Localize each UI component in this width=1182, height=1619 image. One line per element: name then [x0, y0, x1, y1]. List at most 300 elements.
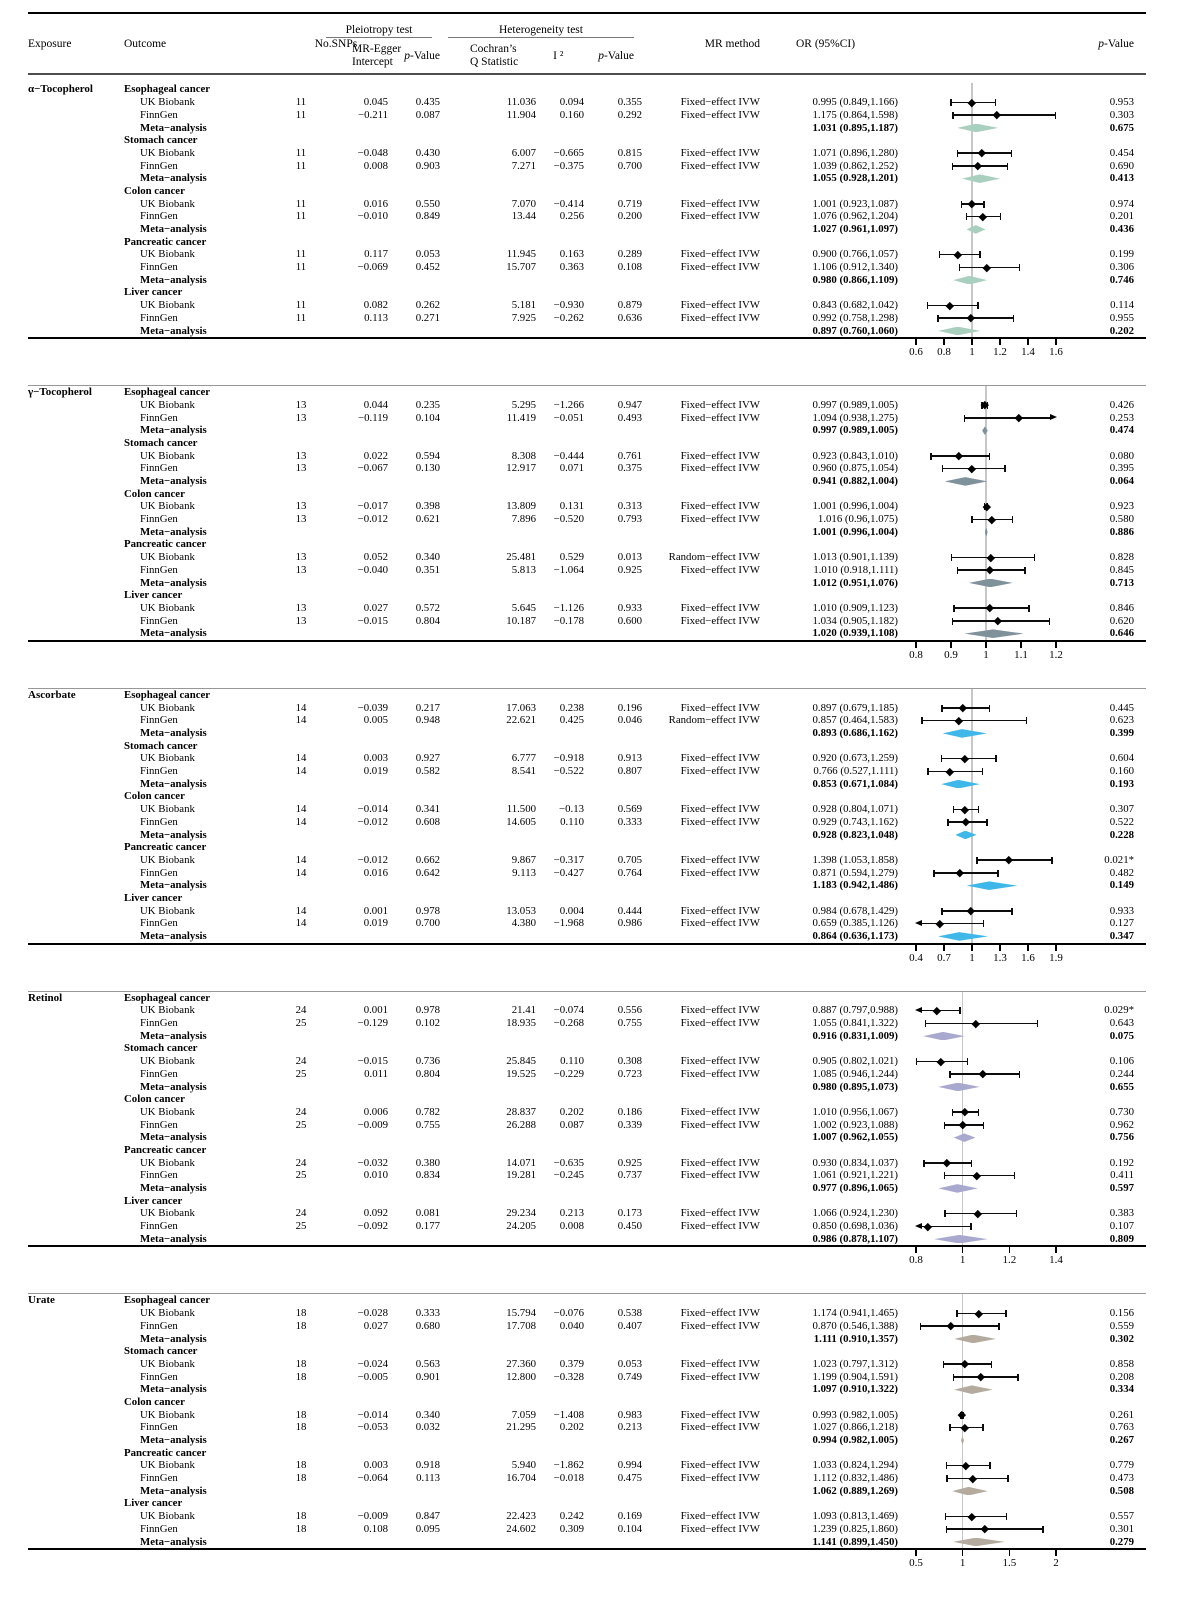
ci-cap	[982, 768, 983, 775]
ci-line	[946, 1528, 1043, 1530]
axis-tick-label: 1.1	[1014, 648, 1028, 661]
meta-diamond	[941, 780, 980, 789]
pleiotropy-p-value: 0.053	[415, 248, 440, 261]
method-spacer	[642, 1383, 762, 1396]
group-header-row	[28, 841, 1146, 854]
cohort-label: FinnGen	[140, 614, 178, 627]
exposure-spacer	[28, 1207, 124, 1220]
forest-plot-cell	[910, 96, 1076, 109]
pleiotropy-p-value: 0.435	[415, 96, 440, 109]
ci-cap	[1011, 908, 1012, 915]
mr-method-value: Fixed−effect IVW	[680, 159, 760, 172]
study-row	[28, 160, 1146, 173]
ci-cap	[1026, 717, 1027, 724]
cochran-q-value: 7.271	[511, 159, 536, 172]
egger-intercept-value: −0.129	[357, 1017, 388, 1030]
method-spacer	[642, 424, 762, 437]
ci-cap	[951, 554, 952, 561]
exposure-spacer	[28, 1157, 124, 1170]
het-p-spacer	[584, 274, 642, 287]
forest-plot-cell	[910, 816, 1076, 829]
study-row	[28, 1472, 1146, 1485]
or-ci-value: 0.871 (0.594,1.279)	[812, 866, 898, 879]
ci-cap	[941, 755, 942, 762]
snps-value: 13	[295, 601, 307, 614]
cochran-q-value: 12.800	[506, 1370, 536, 1383]
het-p-spacer	[584, 526, 642, 539]
or-ci-value: 0.870 (0.546,1.388)	[812, 1319, 898, 1332]
meta-or-ci-value: 0.980 (0.895,1.073)	[812, 1080, 898, 1093]
het-p-spacer	[584, 1383, 642, 1396]
meta-row	[28, 627, 1146, 640]
cochran-q-value: 21.41	[511, 1004, 536, 1017]
heterogeneity-p-value: 0.764	[617, 866, 642, 879]
i2-value: −0.229	[553, 1067, 584, 1080]
exposure-spacer	[28, 765, 124, 778]
mr-method-value: Fixed−effect IVW	[680, 108, 760, 121]
point-marker	[942, 1159, 950, 1167]
point-marker	[973, 1172, 981, 1180]
i2-value: −0.520	[553, 513, 584, 526]
pleiotropy-p-value: 0.087	[415, 108, 440, 121]
snps-value: 18	[295, 1421, 307, 1434]
ci-line	[920, 1325, 999, 1327]
exposure-spacer	[28, 702, 124, 715]
exposure-spacer	[28, 223, 124, 236]
egger-spacer	[318, 325, 388, 338]
study-row	[28, 816, 1146, 829]
ci-cap	[933, 870, 934, 877]
meta-p-value: 0.149	[1109, 879, 1134, 892]
meta-row	[28, 1485, 1146, 1498]
group-header-row	[28, 286, 1146, 299]
ci-cap	[947, 819, 948, 826]
forest-plot-cell	[910, 1307, 1076, 1320]
method-spacer	[642, 1182, 762, 1195]
heterogeneity-p-value: 0.569	[617, 803, 642, 816]
snps-value: 13	[295, 551, 307, 564]
pleio-p-spacer	[388, 1434, 440, 1447]
meta-row	[28, 1333, 1146, 1346]
cohort-label: UK Biobank	[140, 1055, 195, 1068]
q-spacer	[440, 1233, 536, 1246]
ci-cap	[942, 465, 943, 472]
i2-value: −0.317	[553, 853, 584, 866]
study-row	[28, 854, 1146, 867]
i2-spacer	[536, 325, 584, 338]
egger-spacer	[318, 1182, 388, 1195]
ci-cap	[952, 163, 953, 170]
cochran-q-value: 25.845	[506, 1055, 536, 1068]
ci-cap	[953, 1374, 954, 1381]
snps-value: 18	[295, 1510, 307, 1523]
pleio-p-spacer	[388, 122, 440, 135]
point-marker	[961, 818, 969, 826]
or-ci-value: 0.997 (0.989,1.005)	[812, 398, 898, 411]
exposure-label	[28, 134, 124, 147]
point-marker	[961, 806, 969, 814]
pleiotropy-p-value: 0.235	[415, 398, 440, 411]
snps-value: 11	[295, 159, 307, 172]
p-value: 0.557	[1109, 1510, 1134, 1523]
cohort-label: UK Biobank	[140, 1207, 195, 1220]
forest-plot-cell	[910, 1055, 1076, 1068]
egger-intercept-value: −0.211	[358, 108, 388, 121]
i2-value: −0.018	[553, 1472, 584, 1485]
pleiotropy-p-value: 0.271	[415, 311, 440, 324]
mr-method-value: Fixed−effect IVW	[680, 815, 760, 828]
ci-line	[926, 1023, 1038, 1025]
p-value: 0.301	[1109, 1522, 1134, 1535]
cohort-label: FinnGen	[140, 563, 178, 576]
egger-spacer	[318, 778, 388, 791]
meta-or-ci-value: 1.007 (0.962,1.055)	[812, 1131, 898, 1144]
meta-p-value: 0.064	[1109, 475, 1134, 487]
i2-value: 0.379	[559, 1357, 584, 1370]
i2-value: −0.178	[553, 614, 584, 627]
het-p-spacer	[584, 879, 642, 892]
egger-intercept-value: 0.019	[363, 765, 388, 778]
exposure-spacer	[28, 905, 124, 918]
cohort-label: UK Biobank	[140, 701, 195, 714]
heterogeneity-p-value: 0.636	[617, 311, 642, 324]
forest-plot-cell	[910, 1220, 1076, 1233]
or-ci-value: 0.930 (0.834,1.037)	[812, 1156, 898, 1169]
ci-cap	[923, 1160, 924, 1167]
exposure-spacer	[28, 727, 124, 740]
method-spacer	[642, 1131, 762, 1144]
q-spacer	[440, 1333, 536, 1346]
meta-or-ci-value: 0.997 (0.989,1.005)	[812, 424, 898, 437]
meta-p-value: 0.809	[1109, 1232, 1134, 1245]
method-spacer	[642, 627, 762, 640]
pleio-p-spacer	[388, 930, 440, 943]
pleiotropy-p-value: 0.341	[415, 803, 440, 816]
exposure-spacer	[28, 627, 124, 640]
heterogeneity-p-value: 0.104	[617, 1522, 642, 1535]
cohort-label: FinnGen	[140, 866, 178, 879]
meta-analysis-label: Meta−analysis	[140, 1484, 207, 1497]
ci-cap	[941, 908, 942, 915]
pleiotropy-p-value: 0.113	[416, 1472, 440, 1485]
exposure-label	[28, 1144, 124, 1157]
cohort-label: UK Biobank	[140, 853, 195, 866]
meta-analysis-label: Meta−analysis	[140, 273, 207, 286]
meta-p-value: 0.746	[1109, 273, 1134, 286]
ci-line	[964, 417, 1051, 419]
forest-plot-cell	[910, 424, 1076, 437]
meta-row	[28, 122, 1146, 135]
i2-spacer	[536, 778, 584, 791]
snps-value: 24	[295, 1055, 307, 1068]
point-marker	[958, 704, 966, 712]
method-spacer	[642, 274, 762, 287]
heterogeneity-p-value: 0.173	[617, 1207, 642, 1220]
method-spacer	[642, 325, 762, 338]
ci-line	[954, 1376, 1018, 1378]
snps-value: 11	[295, 146, 307, 159]
ci-cap	[946, 1462, 947, 1469]
exposure-spacer	[28, 1383, 124, 1396]
exposure-spacer	[28, 1081, 124, 1094]
forest-section-α−Tocopherol	[28, 83, 1146, 369]
exposure-spacer	[28, 1182, 124, 1195]
egger-intercept-value: 0.008	[363, 159, 388, 172]
ci-cap	[925, 1020, 926, 1027]
or-ci-value: 1.106 (0.912,1.340)	[812, 261, 898, 274]
method-spacer	[642, 1233, 762, 1246]
exposure-spacer	[28, 1536, 124, 1549]
pleiotropy-p-value: 0.398	[415, 500, 440, 513]
i2-value: −0.245	[553, 1169, 584, 1182]
axis-tick-label: 0.8	[937, 346, 951, 359]
or-ci-value: 0.920 (0.673,1.259)	[812, 752, 898, 765]
heterogeneity-p-value: 0.053	[617, 1357, 642, 1370]
exposure-spacer	[28, 412, 124, 425]
ci-cap	[997, 870, 998, 877]
exposure-spacer	[28, 1485, 124, 1498]
snps-spacer	[284, 577, 318, 590]
ci-cap	[964, 415, 965, 422]
point-marker	[968, 465, 976, 473]
method-spacer	[642, 1333, 762, 1346]
heterogeneity-p-value: 0.986	[617, 917, 642, 930]
meta-analysis-label: Meta−analysis	[140, 475, 207, 487]
point-marker	[983, 263, 991, 271]
egger-spacer	[318, 1383, 388, 1396]
forest-plot-cell	[910, 727, 1076, 740]
group-header-row	[28, 83, 1146, 96]
or-ci-value: 0.995 (0.849,1.166)	[812, 96, 898, 109]
study-row	[28, 198, 1146, 211]
or-ci-value: 1.001 (0.996,1.004)	[812, 500, 898, 513]
pleio-p-spacer	[388, 1333, 440, 1346]
pleio-p-spacer	[388, 627, 440, 640]
ci-cap	[967, 1058, 968, 1065]
egger-intercept-value: 0.022	[363, 449, 388, 462]
mr-method-value: Fixed−effect IVW	[680, 299, 760, 312]
het-p-spacer	[584, 1434, 642, 1447]
exposure-spacer	[28, 299, 124, 312]
egger-spacer	[318, 122, 388, 135]
heterogeneity-p-value: 0.169	[617, 1510, 642, 1523]
mr-method-value: Fixed−effect IVW	[680, 146, 760, 159]
exposure-label	[28, 790, 124, 803]
egger-intercept-value: 0.010	[363, 1169, 388, 1182]
or-ci-value: 1.174 (0.941,1.465)	[812, 1307, 898, 1320]
or-ci-value: 1.061 (0.921,1.221)	[812, 1169, 898, 1182]
point-marker	[959, 1121, 967, 1129]
q-spacer	[440, 274, 536, 287]
ci-cap	[945, 1513, 946, 1520]
exposure-spacer	[28, 930, 124, 943]
meta-row	[28, 727, 1146, 740]
i2-spacer	[536, 172, 584, 185]
study-row	[28, 1307, 1146, 1320]
snps-spacer	[284, 879, 318, 892]
forest-plot-cell	[910, 1131, 1076, 1144]
pleiotropy-p-value: 0.804	[415, 1067, 440, 1080]
or-ci-value: 1.071 (0.896,1.280)	[812, 146, 898, 159]
exposure-spacer	[28, 577, 124, 590]
pleio-p-spacer	[388, 879, 440, 892]
exposure-spacer	[28, 475, 124, 488]
heterogeneity-p-value: 0.807	[617, 765, 642, 778]
ci-cap	[989, 453, 990, 460]
study-row	[28, 1358, 1146, 1371]
egger-spacer	[318, 930, 388, 943]
axis-tick-label: 1.5	[1002, 1557, 1017, 1570]
meta-analysis-label: Meta−analysis	[140, 930, 207, 942]
meta-or-ci-value: 0.941 (0.882,1.004)	[812, 475, 898, 487]
meta-p-value: 0.334	[1109, 1383, 1134, 1396]
i2-spacer	[536, 829, 584, 842]
cohort-label: UK Biobank	[140, 146, 195, 159]
p-value: 0.395	[1109, 462, 1134, 475]
ci-cap	[986, 819, 987, 826]
q-spacer	[440, 1131, 536, 1144]
cochran-q-value: 16.704	[506, 1472, 536, 1485]
pleio-p-spacer	[388, 1383, 440, 1396]
forest-section-Urate	[28, 1293, 1146, 1580]
exposure-spacer	[28, 109, 124, 122]
ci-cap	[971, 516, 972, 523]
forest-plot-cell	[910, 526, 1076, 539]
pleiotropy-p-value: 0.834	[415, 1169, 440, 1182]
i2-value: 0.425	[559, 714, 584, 727]
p-value: 0.559	[1109, 1319, 1134, 1332]
p-value: 0.306	[1109, 261, 1134, 274]
heterogeneity-p-value: 0.879	[617, 299, 642, 312]
or-ci-value: 1.033 (0.824,1.294)	[812, 1459, 898, 1472]
ci-cap	[1000, 213, 1001, 220]
snps-value: 11	[295, 96, 307, 109]
forest-plot-cell	[910, 930, 1076, 943]
ci-cap	[957, 150, 958, 157]
i2-spacer	[536, 1030, 584, 1043]
exposure-spacer	[28, 172, 124, 185]
i2-value: −0.13	[559, 803, 584, 816]
ci-line	[953, 114, 1056, 116]
exposure-spacer	[28, 1333, 124, 1346]
p-value: 0.482	[1109, 866, 1134, 879]
exposure-label	[28, 1447, 124, 1460]
axis-tick	[915, 945, 917, 951]
section-rows	[28, 688, 1146, 945]
p-value: 0.643	[1109, 1017, 1134, 1030]
snps-spacer	[284, 1233, 318, 1246]
i2-value: −0.375	[553, 159, 584, 172]
exposure-label	[28, 1396, 124, 1409]
ci-cap	[989, 1462, 990, 1469]
section-rows	[28, 1293, 1146, 1550]
ci-cap	[961, 201, 962, 208]
cohort-label: UK Biobank	[140, 449, 195, 462]
axis-tick	[1055, 1247, 1057, 1253]
meta-row	[28, 1030, 1146, 1043]
p-value: 0.208	[1109, 1370, 1134, 1383]
or-ci-value: 1.398 (1.053,1.858)	[812, 853, 898, 866]
q-spacer	[440, 526, 536, 539]
pleiotropy-p-value: 0.901	[415, 1370, 440, 1383]
pleiotropy-p-value: 0.594	[415, 449, 440, 462]
exposure-label	[28, 589, 124, 602]
i2-value: −0.522	[553, 765, 584, 778]
meta-diamond	[938, 327, 980, 336]
point-marker	[968, 200, 976, 208]
exposure-spacer	[28, 210, 124, 223]
pleio-p-spacer	[388, 727, 440, 740]
p-value: 0.522	[1109, 815, 1134, 828]
meta-diamond	[954, 1385, 992, 1394]
forest-plot-cell	[910, 829, 1076, 842]
axis-tick	[1055, 1550, 1057, 1556]
meta-diamond	[967, 881, 1018, 890]
snps-value: 14	[295, 701, 307, 714]
meta-analysis-label: Meta−analysis	[140, 1232, 207, 1245]
pleio-p-spacer	[388, 1233, 440, 1246]
exposure-label	[28, 1093, 124, 1106]
forest-plot-cell	[910, 223, 1076, 236]
meta-diamond	[938, 1083, 980, 1092]
heterogeneity-p-value: 0.196	[617, 701, 642, 714]
het-p-spacer	[584, 325, 642, 338]
meta-or-ci-value: 1.012 (0.951,1.076)	[812, 576, 898, 589]
het-p-spacer	[584, 122, 642, 135]
egger-intercept-value: 0.001	[363, 1004, 388, 1017]
forest-plot-cell	[910, 462, 1076, 475]
axis-tick	[1009, 1550, 1011, 1556]
exposure-spacer	[28, 1459, 124, 1472]
cochran-q-value: 17.708	[506, 1319, 536, 1332]
cohort-label: UK Biobank	[140, 1459, 195, 1472]
forest-plot-cell	[910, 325, 1076, 338]
egger-intercept-value: 0.005	[363, 714, 388, 727]
egger-intercept-value: −0.039	[357, 701, 388, 714]
i2-value: 0.008	[559, 1220, 584, 1233]
forest-axis	[910, 642, 1076, 672]
snps-spacer	[284, 122, 318, 135]
section-rows	[28, 83, 1146, 339]
snps-value: 14	[295, 752, 307, 765]
study-row	[28, 602, 1146, 615]
forest-plot-cell	[910, 1320, 1076, 1333]
forest-plot-cell	[910, 475, 1076, 488]
het-p-spacer	[584, 930, 642, 943]
outcome-label: Pancreatic cancer	[124, 235, 207, 248]
i2-value: 0.071	[559, 462, 584, 475]
mr-method-value: Fixed−effect IVW	[680, 601, 760, 614]
egger-intercept-value: 0.044	[363, 398, 388, 411]
i2-spacer	[536, 1485, 584, 1498]
meta-analysis-label: Meta−analysis	[140, 727, 207, 739]
i2-value: −0.414	[553, 197, 584, 210]
cochran-q-value: 22.423	[506, 1510, 536, 1523]
exposure-spacer	[28, 450, 124, 463]
outcome-label: Liver cancer	[124, 589, 183, 602]
forest-plot-cell	[910, 1523, 1076, 1536]
exposure-spacer	[28, 1434, 124, 1447]
i2-spacer	[536, 1333, 584, 1346]
heterogeneity-p-value: 0.013	[617, 551, 642, 564]
study-row	[28, 312, 1146, 325]
cohort-label: FinnGen	[140, 1118, 178, 1131]
or-ci-value: 0.857 (0.464,1.583)	[812, 714, 898, 727]
egger-intercept-value: −0.053	[357, 1421, 388, 1434]
het-p-spacer	[584, 1333, 642, 1346]
meta-row	[28, 829, 1146, 842]
ci-cap	[1011, 150, 1012, 157]
